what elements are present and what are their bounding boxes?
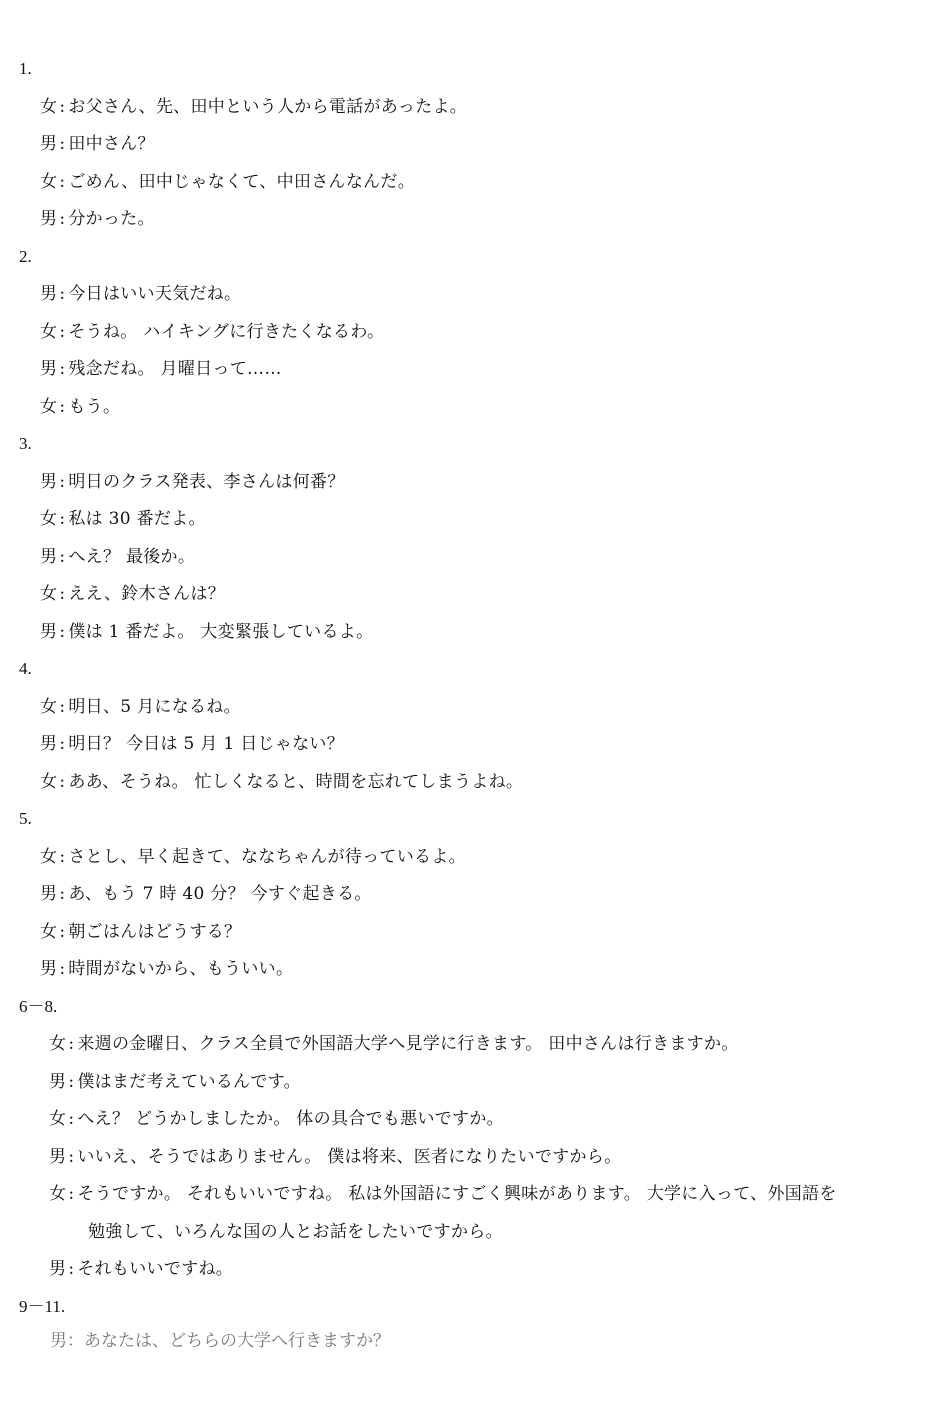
utterance-text: 来週の金曜日、クラス全員で外国語大学へ見学に行きます。 田中さんは行きますか。 bbox=[77, 1034, 739, 1054]
speaker-separator: : bbox=[59, 134, 66, 154]
speaker-label: 女 bbox=[40, 847, 58, 867]
speaker-label: 女 bbox=[40, 922, 58, 942]
utterance-text: ええ、鈴木さんは？ bbox=[68, 584, 226, 604]
utterance-text: へえ？ どうかしましたか。 体の具合でも悪いですか。 bbox=[77, 1109, 504, 1129]
dialogue-line bbox=[49, 1146, 621, 1168]
speaker-separator: : bbox=[59, 172, 66, 192]
speaker-label: 男 bbox=[40, 359, 58, 379]
utterance-text: 私は 30 番だよ。 bbox=[68, 509, 206, 529]
dialogue-line bbox=[40, 208, 155, 230]
speaker-label: 男 bbox=[40, 959, 58, 979]
dialogue-line bbox=[49, 1183, 837, 1205]
speaker-separator: : bbox=[59, 734, 66, 754]
utterance-text: ああ、そうね。 忙しくなると、時間を忘れてしまうよね。 bbox=[68, 772, 524, 792]
utterance-text: いいえ、そうではありません。 僕は将来、医者になりたいですから。 bbox=[77, 1147, 622, 1167]
utterance-text: お父さん、先、田中という人から電話があったよ。 bbox=[68, 97, 468, 117]
utterance-continuation: 勉強して、いろんな国の人とお話をしたいですから。 bbox=[88, 1222, 503, 1242]
dialogue-line bbox=[40, 696, 241, 718]
utterance-text: 僕は 1 番だよ。 大変緊張しているよ。 bbox=[68, 622, 374, 642]
speaker-label: 女 bbox=[49, 1034, 67, 1054]
utterance-text: 明日のクラス発表、李さんは何番？ bbox=[68, 472, 345, 492]
dialogue-line bbox=[40, 921, 241, 943]
dialogue-line bbox=[49, 1033, 739, 1055]
dialogue-line bbox=[40, 471, 345, 493]
utterance-text: そうね。 ハイキングに行きたくなるわ。 bbox=[68, 322, 385, 342]
dialogue-line bbox=[40, 171, 415, 193]
speaker-separator: : bbox=[59, 584, 66, 604]
dialogue-line bbox=[40, 283, 241, 305]
utterance-text: 明日、5 月になるね。 bbox=[68, 697, 241, 717]
dialogue-line bbox=[40, 883, 372, 905]
speaker-separator: : bbox=[59, 209, 66, 229]
speaker-label: 男 bbox=[49, 1072, 67, 1092]
dialogue-line bbox=[40, 133, 155, 155]
speaker-separator: : bbox=[59, 884, 66, 904]
speaker-label: 女 bbox=[49, 1109, 67, 1129]
speaker-separator: : bbox=[59, 547, 66, 567]
speaker-separator: : bbox=[68, 1109, 75, 1129]
speaker-separator: : bbox=[59, 922, 66, 942]
utterance-text: 明日？ 今日は 5 月 1 日じゃない？ bbox=[68, 734, 344, 754]
utterance-text: 朝ごはんはどうする？ bbox=[68, 922, 242, 942]
speaker-separator: : bbox=[68, 1072, 75, 1092]
utterance-text: そうですか。 それもいいですね。 私は外国語にすごく興味があります。 大学に入って、外国語を bbox=[77, 1184, 837, 1204]
cut-off-text: 男：あなたは、どちらの大学へ行きますか？ bbox=[50, 1331, 390, 1351]
speaker-label: 男 bbox=[40, 622, 58, 642]
dialogue-line bbox=[40, 958, 293, 980]
speaker-separator: : bbox=[59, 772, 66, 792]
speaker-label: 女 bbox=[40, 584, 58, 604]
utterance-text: 今日はいい天気だね。 bbox=[68, 284, 242, 304]
utterance-text: ごめん、田中じゃなくて、中田さんなんだ。 bbox=[68, 172, 416, 192]
speaker-label: 男 bbox=[49, 1259, 67, 1279]
speaker-label: 男 bbox=[40, 472, 58, 492]
utterance-text: 僕はまだ考えているんです。 bbox=[77, 1072, 301, 1092]
speaker-label: 女 bbox=[49, 1184, 67, 1204]
dialogue-line bbox=[49, 1071, 301, 1093]
dialogue-line bbox=[40, 508, 206, 530]
utterance-text: 残念だね。 月曜日って…… bbox=[68, 359, 282, 379]
speaker-label: 女 bbox=[40, 509, 58, 529]
section-number: 9－11. bbox=[19, 1297, 66, 1316]
speaker-separator: : bbox=[59, 284, 66, 304]
speaker-label: 女 bbox=[40, 772, 58, 792]
cut-off-line bbox=[50, 1330, 430, 1351]
speaker-separator: : bbox=[59, 472, 66, 492]
dialogue-line bbox=[40, 358, 282, 380]
dialogue-line bbox=[40, 846, 466, 868]
speaker-separator: : bbox=[59, 397, 66, 417]
utterance-text: もう。 bbox=[68, 397, 121, 417]
dialogue-line bbox=[40, 96, 467, 118]
section-number: 5. bbox=[19, 809, 32, 828]
utterance-text: それもいいですね。 bbox=[77, 1259, 234, 1279]
dialogue-line bbox=[40, 546, 195, 568]
speaker-separator: : bbox=[68, 1147, 75, 1167]
utterance-text: へえ？ 最後か。 bbox=[68, 547, 196, 567]
speaker-separator: : bbox=[59, 847, 66, 867]
speaker-separator: : bbox=[68, 1184, 75, 1204]
speaker-separator: : bbox=[59, 97, 66, 117]
dialogue-line bbox=[40, 621, 373, 643]
dialogue-line bbox=[40, 733, 344, 755]
section-number: 6－8. bbox=[19, 997, 58, 1016]
dialogue-line bbox=[40, 321, 384, 343]
dialogue-line bbox=[49, 1108, 504, 1130]
section-number: 3. bbox=[19, 434, 32, 453]
speaker-separator: : bbox=[59, 509, 66, 529]
speaker-separator: : bbox=[59, 359, 66, 379]
speaker-separator: : bbox=[68, 1034, 75, 1054]
utterance-text: 田中さん？ bbox=[68, 134, 155, 154]
speaker-label: 男 bbox=[40, 884, 58, 904]
speaker-separator: : bbox=[59, 622, 66, 642]
utterance-text: 分かった。 bbox=[68, 209, 155, 229]
speaker-label: 男 bbox=[40, 734, 58, 754]
dialogue-line bbox=[40, 583, 225, 605]
dialogue-line bbox=[49, 1258, 233, 1280]
section-number: 4. bbox=[19, 659, 32, 678]
speaker-label: 男 bbox=[40, 284, 58, 304]
speaker-label: 女 bbox=[40, 172, 58, 192]
speaker-separator: : bbox=[59, 697, 66, 717]
section-number: 2. bbox=[19, 247, 32, 266]
speaker-label: 男 bbox=[49, 1147, 67, 1167]
speaker-label: 女 bbox=[40, 697, 58, 717]
speaker-label: 女 bbox=[40, 397, 58, 417]
speaker-label: 男 bbox=[40, 209, 58, 229]
utterance-text: 時間がないから、もういい。 bbox=[68, 959, 294, 979]
speaker-label: 女 bbox=[40, 97, 58, 117]
speaker-separator: : bbox=[59, 959, 66, 979]
utterance-text: さとし、早く起きて、ななちゃんが待っているよ。 bbox=[68, 847, 466, 867]
dialogue-line bbox=[40, 396, 120, 418]
speaker-label: 男 bbox=[40, 134, 58, 154]
speaker-separator: : bbox=[59, 322, 66, 342]
utterance-text: あ、もう 7 時 40 分？ 今すぐ起きる。 bbox=[68, 884, 372, 904]
speaker-label: 女 bbox=[40, 322, 58, 342]
speaker-separator: : bbox=[68, 1259, 75, 1279]
section-number: 1. bbox=[19, 59, 32, 78]
dialogue-line bbox=[40, 771, 523, 793]
speaker-label: 男 bbox=[40, 547, 58, 567]
